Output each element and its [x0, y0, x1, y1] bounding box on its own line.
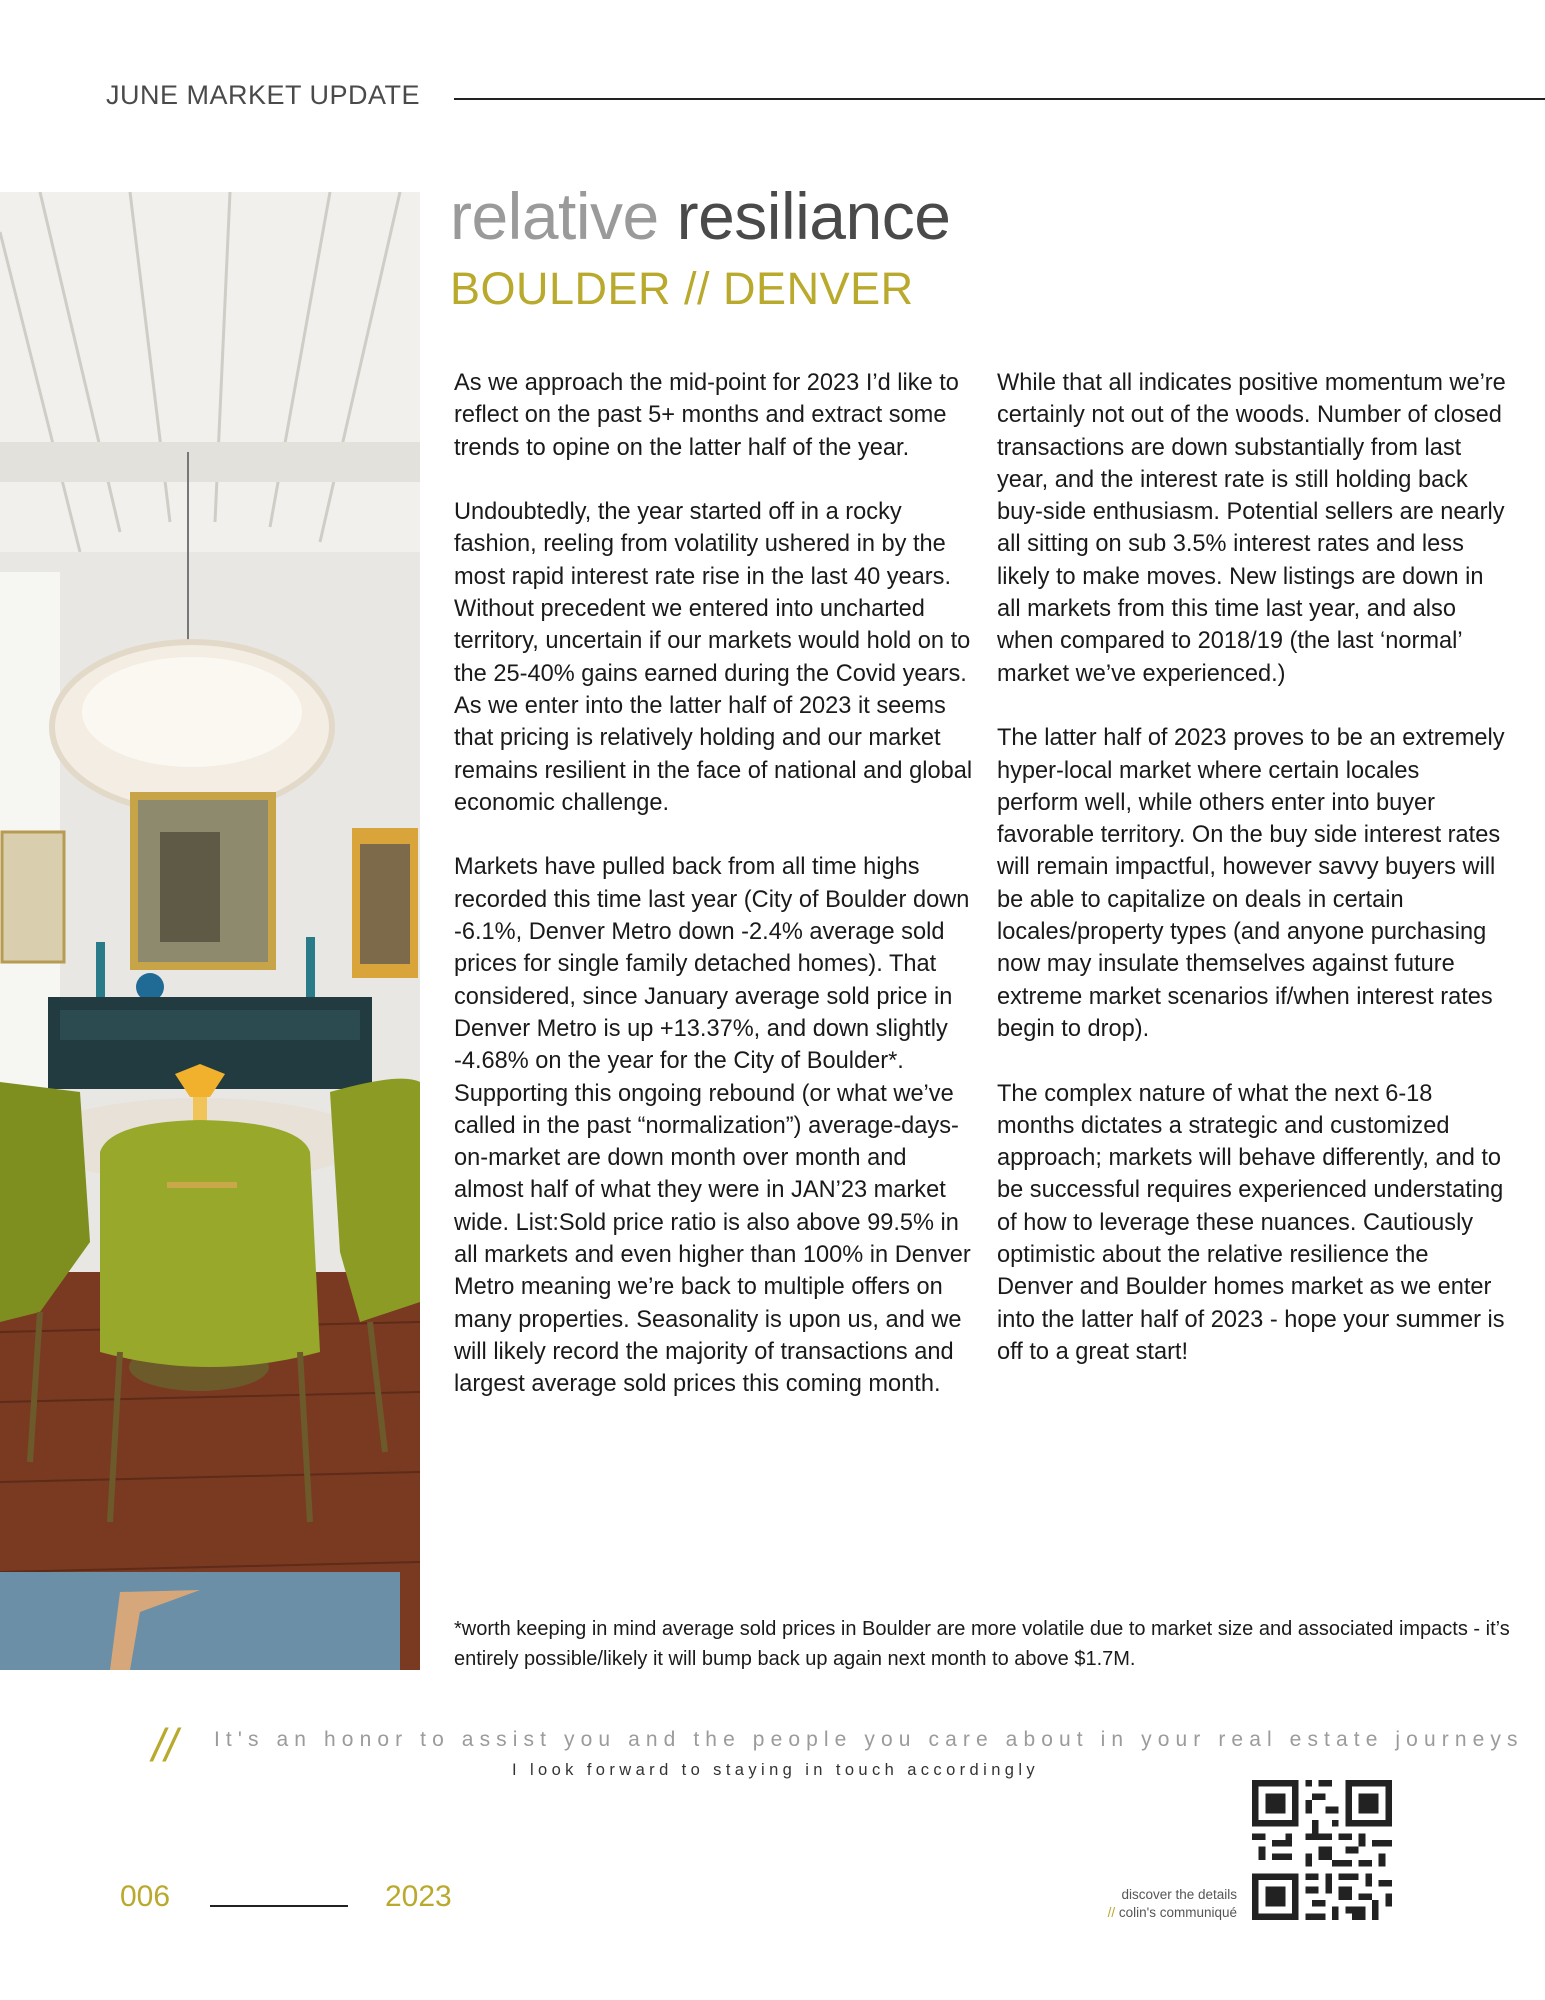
footer-rule: [210, 1905, 348, 1907]
qr-code-icon[interactable]: [1252, 1780, 1392, 1920]
closing-quote: It's an honor to assist you and the people you care about in your real estate journeys: [214, 1728, 1524, 1751]
right-column: [997, 367, 1507, 1401]
footer-year: 2023: [385, 1880, 452, 1913]
interior-photo: [0, 192, 420, 1670]
discover-caption: [1108, 1886, 1237, 1922]
left-column: [454, 367, 974, 1433]
title-light-word: relative: [450, 179, 659, 253]
page-number: 006: [120, 1880, 171, 1913]
section-label: JUNE MARKET UPDATE: [106, 80, 421, 110]
closing-subline: I look forward to staying in touch accordingly: [512, 1761, 1040, 1779]
page-subtitle: BOULDER // DENVER: [450, 263, 914, 314]
title-dark-word: resiliance: [676, 179, 951, 253]
page-title: [450, 179, 951, 253]
communique-slashes: //: [1107, 1905, 1116, 1920]
paragraph: The complex nature of what the next 6-18 months dictates a strategic and customized approach; markets will behave differently, and to be successful requires experienced understating of how to leverage these nuances. Cautiously optimistic about the relative resilience the Denver and Boulder homes market as we enter into the latter half of 2023 - hope your summer is off to a great start!: [997, 1080, 1505, 1365]
quote-slashes: //: [152, 1719, 178, 1771]
header-rule: [454, 98, 1545, 100]
paragraph: Undoubtedly, the year started off in a rocky fashion, reeling from volatility ushered in by the most rapid interest rate rise in the last 40 years. Without precedent we entered into uncharted territory, uncertain if our markets would hold on to the 25-40% gains earned during the Covid years. As we enter into the latter half of 2023 it seems that pricing is relatively holding and our market remains resilient in the face of national and global economic challenge.: [454, 499, 973, 816]
paragraph: While that all indicates positive momentum we’re certainly not out of the woods. Number of closed transactions are down substantially from last year, and the interest rate is still holding back buy-side enthusiasm. Potential sellers are nearly all sitting on sub 3.5% interest rates and less likely to make moves. New listings are down in all markets from this time last year, and also when compared to 2018/19 (the last ‘normal’ market we’ve experienced.): [997, 370, 1506, 687]
paragraph: Markets have pulled back from all time highs recorded this time last year (City of Boulder down -6.1%, Denver Metro down -2.4% average sold prices for single family detached homes). That considered, since January average sold price in Denver Metro is up +13.37%, and down slightly -4.68% on the year for the City of Boulder*. Supporting this ongoing rebound (or what we’ve called in the past “normalization”) average-days-on-market are down month over month and almost half of what they were in JAN’23 market wide. List:Sold price ratio is also above 99.5% in all markets and even higher than 100% in Denver Metro meaning we’re back to multiple offers on many properties. Seasonality is upon us, and we will likely record the majority of transactions and largest average sold prices this coming month.: [454, 854, 971, 1398]
paragraph: The latter half of 2023 proves to be an extremely hyper-local market where certain locales perform well, while others enter into buyer favorable territory. On the buy side interest rates will remain impactful, however savvy buyers will be able to capitalize on deals in certain locales/property types (and anyone purchasing now may insulate themselves against future extreme market scenarios if/when interest rates begin to drop).: [997, 725, 1505, 1042]
communique-label: colin's communiqué: [1118, 1905, 1237, 1920]
footnote: *worth keeping in mind average sold prices in Boulder are more volatile due to market size and associated impacts - it’s entirely possible/likely it will bump back up again next month to above $1.7M.: [454, 1618, 1510, 1670]
paragraph: As we approach the mid-point for 2023 I’d like to reflect on the past 5+ months and extract some trends to opine on the latter half of the year.: [454, 370, 959, 461]
discover-label: discover the details: [1121, 1887, 1237, 1902]
